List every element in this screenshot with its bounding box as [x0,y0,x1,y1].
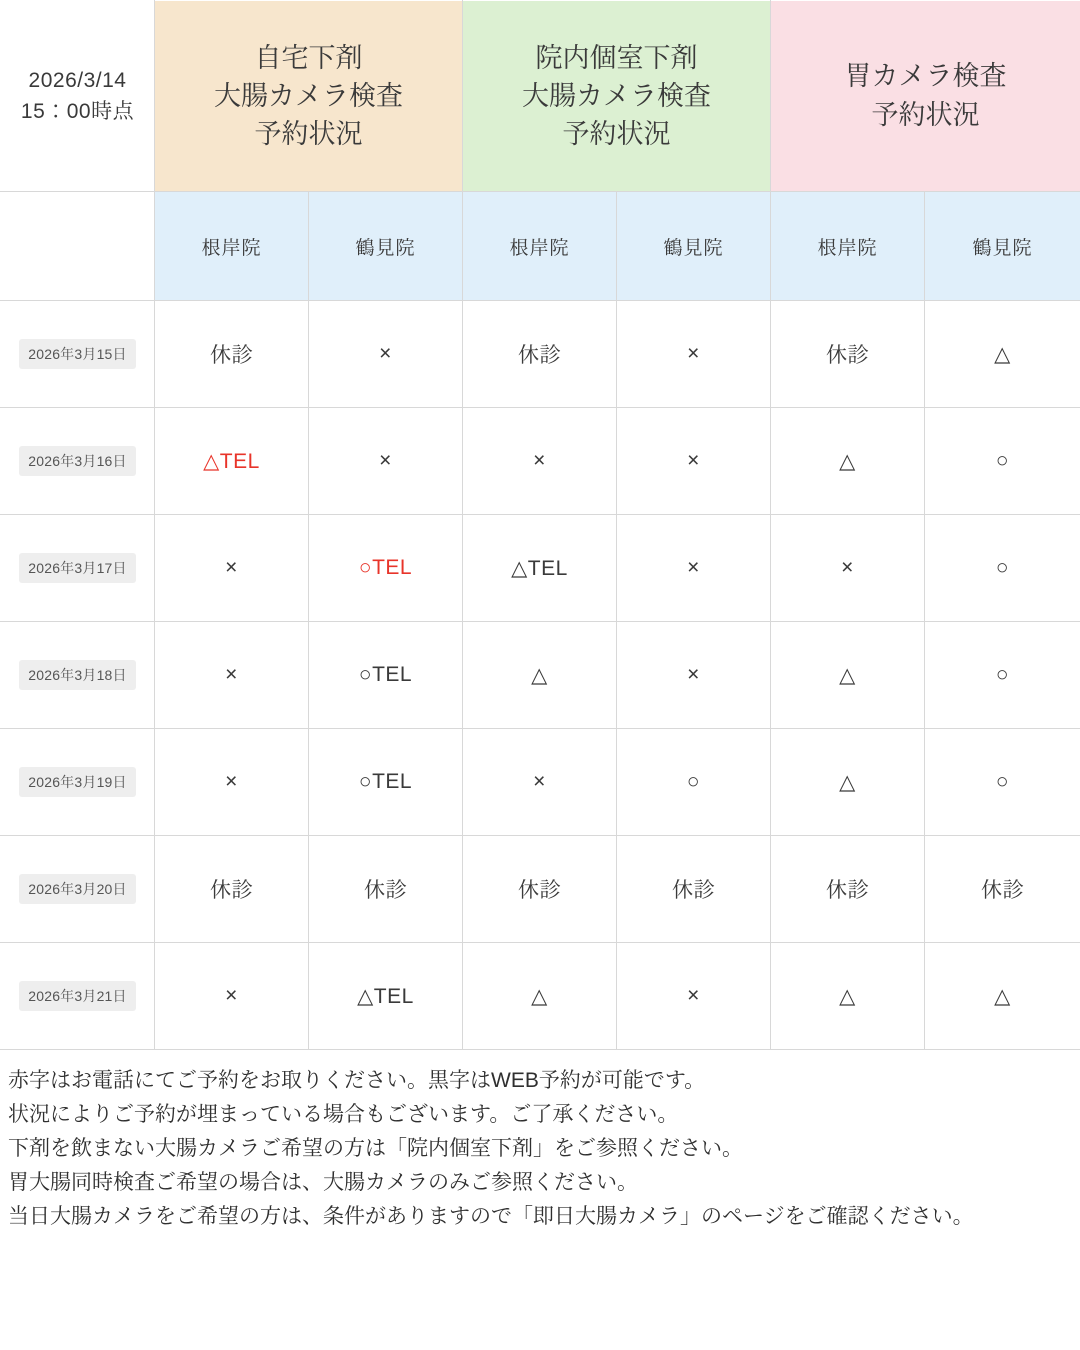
header-row-groups [1,1,1080,192]
status-mark: × [687,342,700,365]
branch-header-gastro-negishi: 根岸院 [771,192,925,301]
status-cell[interactable] [771,622,925,729]
note-line: 赤字はお電話にてご予約をお取りください。黒字はWEB予約が可能です。 [8,1069,706,1092]
status-mark: ○ [995,770,1010,793]
status-cell[interactable] [309,622,463,729]
table-row [1,729,1080,836]
status-cell[interactable] [463,729,617,836]
status-cell[interactable] [925,301,1080,408]
table-row [1,836,1080,943]
row-date-cell [1,943,155,1050]
row-date-cell [1,515,155,622]
status-cell[interactable] [309,408,463,515]
status-mark: × [225,556,238,579]
group-header-gastroscopy [771,1,1080,192]
status-cell[interactable] [463,836,617,943]
status-mark: ○ [686,770,701,793]
status-cell[interactable] [309,943,463,1050]
status-mark: △ [839,663,856,687]
table-header [1,1,1080,301]
timestamp-cell [1,1,155,192]
date-label: 2026年3月15日 [19,339,136,369]
status-cell[interactable] [309,515,463,622]
date-label: 2026年3月18日 [19,660,136,690]
branch-header-clinic-negishi: 根岸院 [463,192,617,301]
branch-header-home-negishi: 根岸院 [155,192,309,301]
status-cell[interactable] [771,301,925,408]
status-cell[interactable] [463,943,617,1050]
status-mark: 休診 [518,344,561,367]
status-mark: △TEL [357,984,414,1008]
status-mark: × [687,449,700,472]
date-label: 2026年3月17日 [19,553,136,583]
status-mark: ○ [995,663,1010,686]
notes-section [0,1050,1080,1234]
status-cell[interactable] [771,943,925,1050]
status-mark: × [687,556,700,579]
status-cell[interactable] [925,836,1080,943]
table-row [1,622,1080,729]
status-mark: △TEL [511,556,568,580]
row-date-cell [1,301,155,408]
status-cell[interactable] [155,729,309,836]
status-cell[interactable] [155,943,309,1050]
status-mark: × [379,449,392,472]
table-row [1,515,1080,622]
row-date-cell [1,729,155,836]
status-mark: 休診 [826,344,869,367]
status-cell[interactable] [463,515,617,622]
status-cell[interactable] [617,301,771,408]
status-cell[interactable] [463,622,617,729]
date-label: 2026年3月19日 [19,767,136,797]
status-cell[interactable] [925,729,1080,836]
header-row-branches [1,192,1080,301]
status-mark: ○TEL [358,663,413,686]
group-clinic-line1: 院内個室下剤 [535,42,698,73]
group-header-clinic-laxative [463,1,771,192]
status-mark: △ [994,342,1011,366]
status-mark: 休診 [364,879,407,902]
status-mark: 休診 [210,344,253,367]
status-mark: 休診 [672,879,715,902]
status-mark: △ [531,663,548,687]
status-cell[interactable] [463,301,617,408]
group-clinic-line3: 予約状況 [562,119,671,150]
status-cell[interactable] [771,515,925,622]
group-header-home-laxative [155,1,463,192]
status-cell[interactable] [925,943,1080,1050]
status-mark: ○ [995,449,1010,472]
status-mark: △ [839,984,856,1008]
branch-header-blank [1,192,155,301]
table-row [1,301,1080,408]
status-cell[interactable] [925,515,1080,622]
branch-header-home-tsurumi: 鶴見院 [309,192,463,301]
status-mark: △TEL [203,449,260,473]
status-mark: 休診 [981,879,1024,902]
table-row [1,943,1080,1050]
status-cell[interactable] [463,408,617,515]
group-gastro-line2: 予約状況 [871,100,980,130]
status-mark: 休診 [518,879,561,902]
status-cell[interactable] [925,408,1080,515]
status-mark: × [533,449,546,472]
status-mark: 休診 [210,879,253,902]
note-line: 当日大腸カメラをご希望の方は、条件がありますので「即日大腸カメラ」のページをご確認ください。 [8,1205,974,1229]
status-cell[interactable] [309,836,463,943]
status-cell[interactable] [309,301,463,408]
status-cell[interactable] [617,515,771,622]
status-mark: × [687,663,700,686]
status-cell[interactable] [309,729,463,836]
status-mark: ○TEL [358,556,413,579]
row-date-cell [1,622,155,729]
status-cell[interactable] [771,836,925,943]
status-mark: △ [994,984,1011,1008]
timestamp-date: 2026/3/14 [28,68,127,92]
timestamp-time: 15：00時点 [20,100,135,123]
branch-header-gastro-tsurumi: 鶴見院 [925,192,1080,301]
group-home-line2: 大腸カメラ検査 [214,80,403,111]
status-cell[interactable] [617,836,771,943]
status-mark: △ [839,770,856,794]
group-home-line3: 予約状況 [254,119,363,150]
status-cell[interactable] [617,943,771,1050]
status-cell[interactable] [155,622,309,729]
row-date-cell [1,836,155,943]
group-gastro-line1: 胃カメラ検査 [844,60,1007,91]
status-mark: × [225,770,238,793]
status-mark: △ [531,984,548,1008]
status-cell[interactable] [617,408,771,515]
row-date-cell [1,408,155,515]
status-cell[interactable] [155,836,309,943]
status-cell[interactable] [155,301,309,408]
status-cell[interactable] [925,622,1080,729]
status-mark: ○ [995,556,1010,579]
table-row [1,408,1080,515]
status-mark: × [687,984,700,1007]
note-line: 胃大腸同時検査ご希望の場合は、大腸カメラのみご参照ください。 [8,1171,638,1195]
status-mark: × [225,984,238,1007]
status-cell[interactable] [617,729,771,836]
status-cell[interactable] [771,729,925,836]
status-cell[interactable] [155,515,309,622]
date-label: 2026年3月21日 [19,981,136,1011]
status-cell[interactable] [617,622,771,729]
status-cell[interactable] [771,408,925,515]
group-clinic-line2: 大腸カメラ検査 [522,80,711,111]
status-mark: × [225,663,238,686]
group-home-line1: 自宅下剤 [254,42,363,73]
status-mark: ○TEL [358,770,413,793]
note-line: 状況によりご予約が埋まっている場合もございます。ご了承ください。 [8,1103,679,1127]
table-body [1,301,1080,1050]
date-label: 2026年3月16日 [19,446,136,476]
status-mark: × [841,556,854,579]
branch-header-clinic-tsurumi: 鶴見院 [617,192,771,301]
status-mark: × [379,342,392,365]
status-mark: 休診 [826,879,869,902]
status-mark: △ [839,449,856,473]
note-line: 下剤を飲まない大腸カメラご希望の方は「院内個室下剤」をご参照ください。 [8,1137,743,1161]
date-label: 2026年3月20日 [19,874,136,904]
status-cell[interactable] [155,408,309,515]
status-mark: × [533,770,546,793]
